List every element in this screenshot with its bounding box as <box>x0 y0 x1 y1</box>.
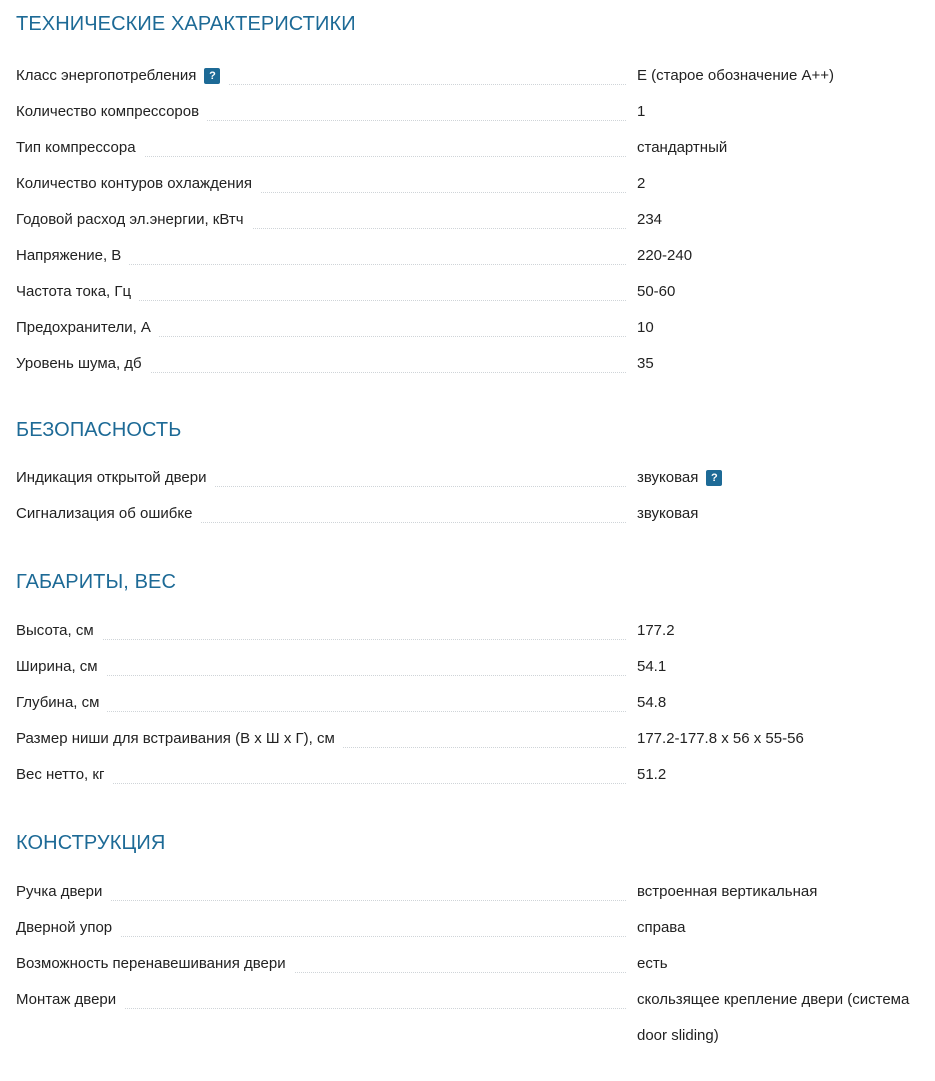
spec-row-door-stop <box>16 910 931 946</box>
spec-row-fuses <box>16 310 931 346</box>
spec-list-safety <box>16 460 931 532</box>
spec-value: 51.2 <box>637 766 667 783</box>
spec-label: Размер ниши для встраивания (В х Ш х Г), см <box>16 721 343 757</box>
spec-label: Тип компрессора <box>16 130 144 166</box>
spec-label: Возможность перенавешивания двери <box>16 946 294 982</box>
section-construction <box>16 831 931 1044</box>
section-safety <box>16 418 931 522</box>
spec-label: Монтаж двери <box>16 982 124 1018</box>
help-icon[interactable]: ? <box>706 470 722 486</box>
spec-list-dimensions <box>16 613 931 793</box>
spec-value: скользящее крепление двери (система door sliding) <box>637 991 910 1044</box>
help-icon[interactable]: ? <box>204 68 220 84</box>
section-dimensions <box>16 570 931 783</box>
spec-label: Годовой расход эл.энергии, кВтч <box>16 202 252 238</box>
dotted-leader <box>16 711 626 712</box>
spec-value: E (старое обозначение A++) <box>637 67 835 84</box>
spec-row-niche-size <box>16 721 931 757</box>
dotted-leader <box>16 639 626 640</box>
spec-row-cooling-circuits <box>16 166 931 202</box>
spec-row-height <box>16 613 931 649</box>
spec-label: Ручка двери <box>16 874 110 910</box>
dotted-leader <box>16 675 626 676</box>
spec-list-technical <box>16 58 931 382</box>
spec-row-frequency <box>16 274 931 310</box>
spec-list-construction <box>16 874 931 1054</box>
spec-row-voltage <box>16 238 931 274</box>
spec-label: Предохранители, А <box>16 310 159 346</box>
section-title-construction: КОНСТРУКЦИЯ <box>16 832 166 854</box>
spec-label: Глубина, см <box>16 685 107 721</box>
spec-value: справа <box>637 919 686 936</box>
spec-label: Дверной упор <box>16 910 120 946</box>
spec-label: Частота тока, Гц <box>16 274 139 310</box>
spec-row-door-indication <box>16 460 931 496</box>
spec-row-net-weight <box>16 757 931 793</box>
spec-label: Класс энергопотребления <box>16 67 197 84</box>
spec-row-door-mounting <box>16 982 931 1054</box>
section-title-technical: ТЕХНИЧЕСКИЕ ХАРАКТЕРИСТИКИ <box>16 13 356 35</box>
spec-label: Высота, см <box>16 613 102 649</box>
spec-value: 54.8 <box>637 694 667 711</box>
spec-value: 177.2-177.8 x 56 x 55-56 <box>637 730 804 747</box>
spec-value: 1 <box>637 103 646 120</box>
spec-value: 54.1 <box>637 658 667 675</box>
spec-label: Уровень шума, дб <box>16 346 150 382</box>
spec-row-door-reversible <box>16 946 931 982</box>
spec-value: стандартный <box>637 139 728 156</box>
spec-row-energy-class <box>16 58 931 94</box>
spec-label: Ширина, см <box>16 649 106 685</box>
spec-value: 234 <box>637 211 663 228</box>
spec-value: звуковая <box>637 505 699 522</box>
spec-value: 10 <box>637 319 654 336</box>
spec-label: Вес нетто, кг <box>16 757 112 793</box>
spec-label: Индикация открытой двери <box>16 460 214 496</box>
spec-row-door-handle <box>16 874 931 910</box>
spec-value: 177.2 <box>637 622 675 639</box>
spec-label: Напряжение, В <box>16 238 129 274</box>
spec-value: звуковая <box>637 469 699 486</box>
spec-row-compressor-count <box>16 94 931 130</box>
spec-value: 35 <box>637 355 654 372</box>
spec-row-depth <box>16 685 931 721</box>
spec-label: Количество контуров охлаждения <box>16 166 260 202</box>
spec-value: 50-60 <box>637 283 676 300</box>
spec-row-annual-consumption <box>16 202 931 238</box>
spec-row-noise <box>16 346 931 382</box>
spec-value: есть <box>637 955 668 972</box>
spec-row-width <box>16 649 931 685</box>
section-technical <box>16 12 931 372</box>
spec-label: Количество компрессоров <box>16 94 207 130</box>
section-title-safety: БЕЗОПАСНОСТЬ <box>16 419 182 441</box>
spec-value: встроенная вертикальная <box>637 883 818 900</box>
spec-value: 2 <box>637 175 646 192</box>
spec-row-error-alarm <box>16 496 931 532</box>
spec-row-compressor-type <box>16 130 931 166</box>
spec-label: Сигнализация об ошибке <box>16 496 200 532</box>
spec-value: 220-240 <box>637 247 693 264</box>
section-title-dimensions: ГАБАРИТЫ, ВЕС <box>16 571 177 593</box>
